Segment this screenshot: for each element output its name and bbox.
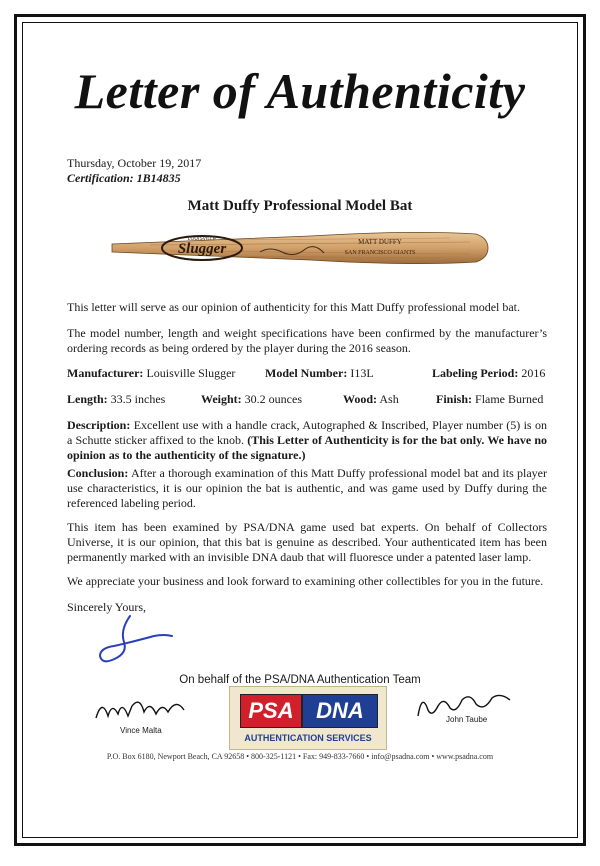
description-text: Excellent use with a handle crack, Autographed & Inscribed, Player number (5) is on a Schutte sticker affixed to the knob. xyxy=(67,418,547,447)
conclusion-label: Conclusion: xyxy=(67,466,129,480)
description-label: Description: xyxy=(67,418,131,432)
bat-barrel-text-2: SAN FRANCISCO GIANTS xyxy=(344,250,416,256)
bat-brand-text: Slugger xyxy=(177,241,227,257)
logo-lettering xyxy=(240,694,378,728)
bat-barrel-text-1: MATT DUFFY xyxy=(358,238,402,246)
finish-spec: Finish: Flame Burned xyxy=(436,392,544,406)
weight-spec: Weight: 30.2 ounces xyxy=(201,392,302,406)
intro-paragraph: This letter will serve as our opinion of authenticity for this Matt Duffy professional model bat. xyxy=(67,300,521,314)
footer-contact: P.O. Box 6180, Newport Beach, CA 92658 • 800-325-1121 • Fax: 949-833-7660 • info@psadna.com • www.psadna.com xyxy=(106,752,494,761)
closing-salutation: Sincerely Yours, xyxy=(67,600,147,614)
length-spec: Length: 33.5 inches xyxy=(67,392,166,406)
logo-dna: DNA xyxy=(302,694,378,728)
psa-dna-logo xyxy=(229,686,387,750)
handwritten-signature xyxy=(92,612,182,672)
appreciation-paragraph: We appreciate your business and look forward to examining other collectibles for you in the future. xyxy=(67,574,544,588)
model-spec: Model Number: I13L xyxy=(265,366,374,380)
logo-psa: PSA xyxy=(240,694,302,728)
letter-title: Letter of Authenticity xyxy=(74,63,526,119)
letter-meta xyxy=(67,156,201,186)
manufacturer-spec: Manufacturer: Louisville Slugger xyxy=(67,366,236,380)
vince-malta-signature xyxy=(92,692,192,724)
certification-number: Certification: 1B14835 xyxy=(67,171,181,185)
spec-row-2 xyxy=(67,392,547,408)
signer-right-name: John Taube xyxy=(446,715,488,724)
labeling-spec: Labeling Period: 2016 xyxy=(432,366,546,380)
bat-photo xyxy=(110,226,490,270)
signer-left-name: Vince Malta xyxy=(120,726,162,735)
wood-spec: Wood: Ash xyxy=(343,392,399,406)
conclusion-text: After a thorough examination of this Matt Duffy professional model bat and its player use characteristics, it is our opinion the bat is authentic, and was game used by Duffy during the referenced labeling period. xyxy=(67,466,548,510)
logo-subtitle: AUTHENTICATION SERVICES xyxy=(244,733,372,743)
description-paragraph xyxy=(67,418,547,463)
spec-row-1 xyxy=(67,366,547,382)
specs-confirmed-paragraph: The model number, length and weight specifications have been confirmed by the manufacturer’s ordering records as being ordered by the player during the 2016 season. xyxy=(67,326,547,355)
description-disclaimer: (This Letter of Authenticity is for the bat only. We have no opinion as to the authenticity of the signature.) xyxy=(67,433,548,462)
bat-brand-top: LOUISVILLE xyxy=(187,236,217,242)
item-heading: Matt Duffy Professional Model Bat xyxy=(187,198,413,214)
on-behalf-line: On behalf of the PSA/DNA Authentication Team xyxy=(179,674,421,686)
letter-date: Thursday, October 19, 2017 xyxy=(67,156,202,170)
conclusion-paragraph xyxy=(67,466,547,511)
examined-paragraph: This item has been examined by PSA/DNA game used bat experts. On behalf of Collectors Universe, it is our opinion, that this bat is genuine as described. Your authenticated item has been permanently marked with an invisible DNA daub that will fluoresce under a patented laser lamp. xyxy=(67,520,547,564)
